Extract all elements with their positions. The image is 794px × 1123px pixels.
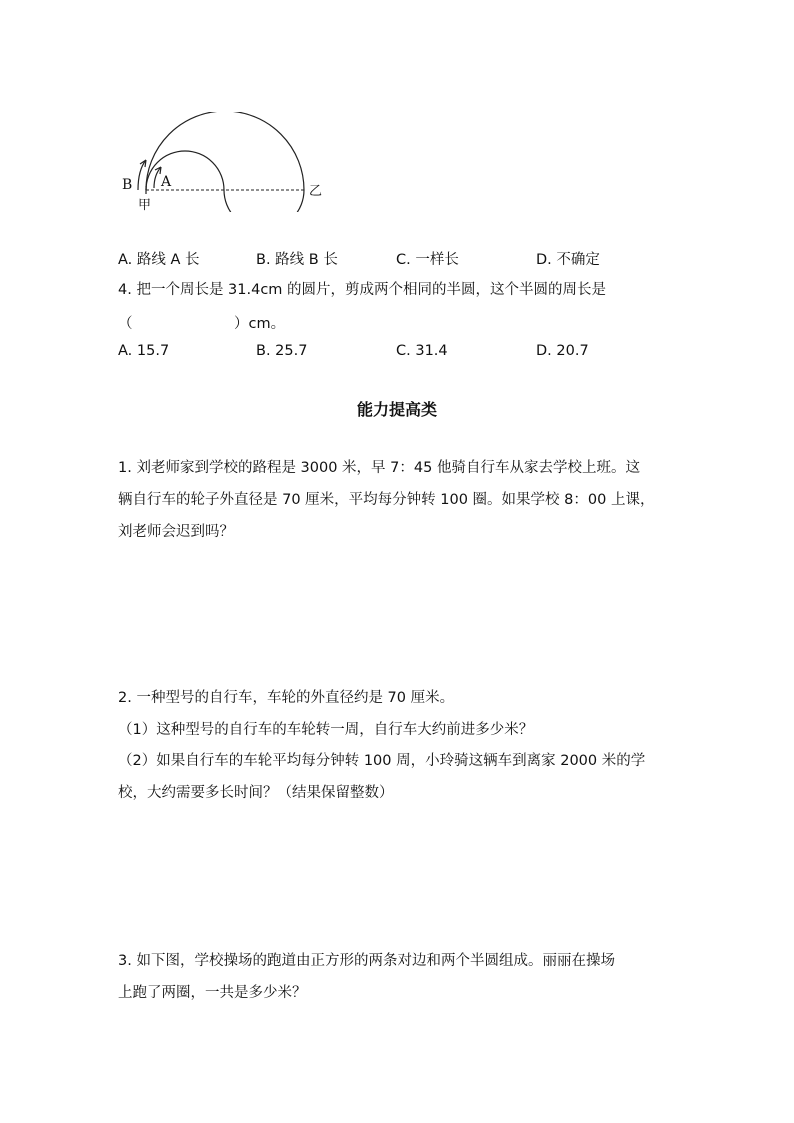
q3-option-d[interactable]: D. 不确定 <box>536 252 600 268</box>
p2-line3: （2）如果自行车的车轮平均每分钟转 100 周，小玲骑这辆车到离家 2000 米的学 <box>118 753 646 769</box>
p2-line1: 2. 一种型号的自行车，车轮的外直径约是 70 厘米。 <box>118 690 455 706</box>
q3-option-b[interactable]: B. 路线 B 长 <box>256 252 338 268</box>
route-diagram <box>116 112 336 212</box>
q4-option-b[interactable]: B. 25.7 <box>256 343 308 359</box>
p3-line2: 上跑了两圈，一共是多少米？ <box>118 985 307 1001</box>
p2-line4: 校，大约需要多长时间？（结果保留整数） <box>118 785 394 801</box>
p3-line1: 3. 如下图，学校操场的跑道由正方形的两条对边和两个半圆组成。丽丽在操场 <box>118 953 615 969</box>
p2-line2: （1）这种型号的自行车的车轮转一周，自行车大约前进多少米？ <box>118 722 534 738</box>
q4-option-d[interactable]: D. 20.7 <box>536 343 589 359</box>
label-end: 乙 <box>309 184 323 199</box>
q3-option-c[interactable]: C. 一样长 <box>396 252 459 268</box>
q4-stem-line2: （ ）cm。 <box>118 316 286 332</box>
q4-option-a[interactable]: A. 15.7 <box>118 343 170 359</box>
q3-option-a[interactable]: A. 路线 A 长 <box>118 252 200 268</box>
label-a: A <box>161 174 172 190</box>
label-start: 甲 <box>138 198 152 212</box>
q4-stem-line1: 4. 把一个周长是 31.4cm 的圆片，剪成两个相同的半圆，这个半圆的周长是 <box>118 282 607 298</box>
p1-line1: 1. 刘老师家到学校的路程是 3000 米，早 7：45 他骑自行车从家去学校上班。这 <box>118 460 640 476</box>
q4-option-c[interactable]: C. 31.4 <box>396 343 448 359</box>
label-b: B <box>122 177 133 193</box>
p1-line3: 刘老师会迟到吗？ <box>118 524 234 540</box>
section-title: 能力提高类 <box>356 400 437 419</box>
p1-line2: 辆自行车的轮子外直径是 70 厘米，平均每分钟转 100 圈。如果学校 8：00 上课， <box>118 492 655 508</box>
